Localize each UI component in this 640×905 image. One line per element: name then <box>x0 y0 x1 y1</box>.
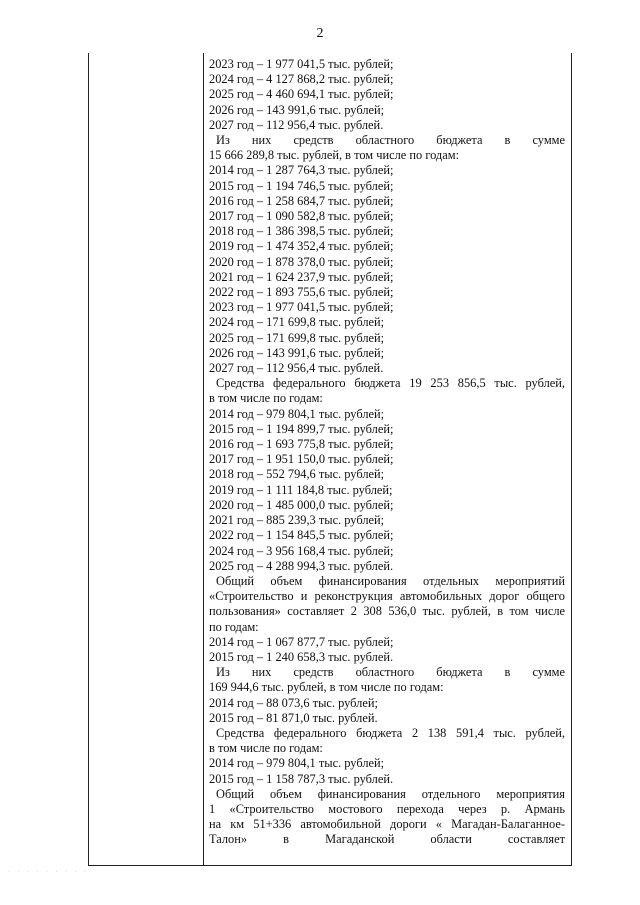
text-line: 2014 год – 1 067 877,7 тыс. рублей; <box>209 634 394 649</box>
text-line: 2020 год – 1 485 000,0 тыс. рублей; <box>209 497 394 512</box>
text-line: 2023 год – 1 977 041,5 тыс. рублей; <box>209 57 394 71</box>
column-divider <box>203 53 204 865</box>
text-line: 2021 год – 885 239,3 тыс. рублей; <box>209 513 385 528</box>
text-line: 2017 год – 1 951 150,0 тыс. рублей; <box>209 452 394 467</box>
text-line: 2016 год – 1 258 684,7 тыс. рублей; <box>209 193 394 208</box>
text-line: Общий объем финансирования отдельного мероприятия <box>216 786 565 801</box>
text-line: 1 «Строительство мостового перехода через р. Армань <box>209 801 565 816</box>
text-line: 2022 год – 1 154 845,5 тыс. рублей; <box>209 528 394 543</box>
text-line: 2014 год – 1 287 764,3 тыс. рублей; <box>209 163 394 178</box>
text-line: 2025 год – 4 460 694,1 тыс. рублей; <box>209 87 394 102</box>
text-line: 2025 год – 171 699,8 тыс. рублей; <box>209 330 385 345</box>
text-line: 2015 год – 1 158 787,3 тыс. рублей. <box>209 771 394 786</box>
text-line: 2023 год – 1 977 041,5 тыс. рублей; <box>209 300 394 315</box>
text-line: пользования» составляет 2 308 536,0 тыс. рублей, в том числе <box>209 604 565 619</box>
text-line: 2014 год – 979 804,1 тыс. рублей; <box>209 756 385 771</box>
text-line: на км 51+336 автомобильной дороги « Магадан-Балаганное- <box>209 817 565 832</box>
text-line: Из них средств областного бюджета в сумме <box>216 133 565 148</box>
text-line: 15 666 289,8 тыс. рублей, в том числе по годам: <box>209 148 460 163</box>
text-line: 2015 год – 1 240 658,3 тыс. рублей. <box>209 649 394 664</box>
text-line: 2026 год – 143 991,6 тыс. рублей; <box>209 102 385 117</box>
text-line: 2027 год – 112 956,4 тыс. рублей. <box>209 361 384 376</box>
text-line: «Строительство и реконструкция автомобильных дорог общего <box>209 589 565 604</box>
text-line: 2026 год – 143 991,6 тыс. рублей; <box>209 345 385 360</box>
text-line: 2016 год – 1 693 775,8 тыс. рублей; <box>209 437 394 452</box>
text-line: 2017 год – 1 090 582,8 тыс. рублей; <box>209 209 394 224</box>
text-line: 2020 год – 1 878 378,0 тыс. рублей; <box>209 254 394 269</box>
text-line: 2024 год – 171 699,8 тыс. рублей; <box>209 315 385 330</box>
text-line: 2024 год – 3 956 168,4 тыс. рублей; <box>209 543 394 558</box>
text-line: Из них средств областного бюджета в сумме <box>216 665 565 680</box>
text-cell <box>209 57 565 848</box>
text-line: Талон» в Магаданской области составляет <box>209 832 565 847</box>
text-line: 2025 год – 4 288 994,3 тыс. рублей. <box>209 558 394 573</box>
text-line: 2019 год – 1 474 352,4 тыс. рублей; <box>209 239 394 254</box>
text-line: Общий объем финансирования отдельных мероприятий <box>216 573 565 588</box>
text-line: 2022 год – 1 893 755,6 тыс. рублей; <box>209 285 394 300</box>
text-line: 2015 год – 1 194 746,5 тыс. рублей; <box>209 178 394 193</box>
text-line: Средства федерального бюджета 19 253 856,5 тыс. рублей, <box>216 376 565 391</box>
text-line: 2015 год – 81 871,0 тыс. рублей. <box>209 710 378 725</box>
text-line: 2027 год – 112 956,4 тыс. рублей. <box>209 117 384 132</box>
text-line: 2015 год – 1 194 899,7 тыс. рублей; <box>209 421 394 436</box>
page-number: 2 <box>316 26 324 41</box>
text-line: 2014 год – 979 804,1 тыс. рублей; <box>209 406 385 421</box>
text-line: в том числе по годам: <box>209 741 323 756</box>
document-table <box>88 53 572 866</box>
text-line: 2018 год – 552 794,6 тыс. рублей; <box>209 467 385 482</box>
text-line: по годам: <box>209 619 259 634</box>
text-line: в том числе по годам: <box>209 391 323 406</box>
scan-specks: · · · · · · · · · <box>8 869 89 875</box>
text-line: 2018 год – 1 386 398,5 тыс. рублей; <box>209 224 394 239</box>
text-line: 2014 год – 88 073,6 тыс. рублей; <box>209 695 378 710</box>
text-line: 2024 год – 4 127 868,2 тыс. рублей; <box>209 72 394 87</box>
text-line: 2019 год – 1 111 184,8 тыс. рублей; <box>209 482 393 497</box>
text-line: 2021 год – 1 624 237,9 тыс. рублей; <box>209 269 394 284</box>
text-line: Средства федерального бюджета 2 138 591,4 тыс. рублей, <box>216 725 565 740</box>
text-line: 169 944,6 тыс. рублей, в том числе по годам: <box>209 680 444 695</box>
